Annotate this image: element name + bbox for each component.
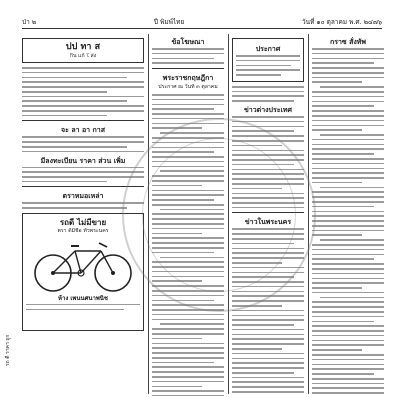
text-block <box>232 86 304 102</box>
bike-shop-name: ห้าง เพนนศนาพนิช <box>58 294 108 302</box>
text-block <box>22 67 144 116</box>
col3-head3: ข่าวในพระนคร <box>244 217 292 227</box>
bicycle-ad <box>22 213 144 331</box>
bike-ad-sub: ตรา ดีมีชื่อ ทั่วพระนคร <box>57 227 109 234</box>
col1-mid-head: จะ ลา อา กาส <box>61 125 105 135</box>
column-2 <box>152 34 224 396</box>
text-block <box>22 202 144 208</box>
col1-top-sub: กิน แก้ ใ ส่ง <box>69 53 97 59</box>
text-block <box>236 55 300 76</box>
text-block <box>26 304 140 310</box>
running-head-center: ปี พิมพ์ไทย <box>153 18 185 26</box>
bicycle-icon <box>27 237 139 295</box>
newspaper-page <box>14 8 390 400</box>
text-block <box>152 94 224 396</box>
running-head-left: ป่า ๒ <box>22 18 37 26</box>
column-rule <box>148 34 149 394</box>
col2-head2: พระราชกฤษฎีกา <box>162 72 214 82</box>
column-rule <box>228 34 229 394</box>
col4-head1: กราซ สั่งทัพ <box>329 37 367 46</box>
col2-head1: ข้อโฆษณา <box>171 37 205 46</box>
column-1 <box>22 34 144 396</box>
text-block <box>22 167 144 183</box>
text-block <box>152 48 224 64</box>
col1-top-head: ปป ทา ส <box>65 42 101 52</box>
col1-mid-head2: มีลงทะเบียน ราคา ส่วน เพิ่ม <box>40 155 126 165</box>
col1-ad-head: ตราหมอเหล่า <box>62 191 104 201</box>
running-head <box>22 16 382 29</box>
running-head-right: วันที่ ๑๐ ตุลาคม พ.ศ. ๒๔๗๖ <box>302 18 382 26</box>
col3-head2: ข่าวต่างประเทศ <box>244 105 292 115</box>
side-ad-label: รถ ดี ราคา ถูก <box>5 334 11 366</box>
notice-box <box>232 38 304 82</box>
column-4 <box>312 34 384 396</box>
text-block <box>312 48 384 396</box>
text-block <box>232 116 304 208</box>
col3-head1: ประกาศ <box>255 44 281 53</box>
column-rule <box>308 34 309 394</box>
column-3 <box>232 34 304 396</box>
bike-ad-title: รถดี ไม่มีขาย <box>59 216 107 227</box>
text-block <box>232 228 304 396</box>
text-block <box>22 136 144 152</box>
col2-sub2: ประกาศ ณ วันที่ ๓ ตุลาคม <box>158 83 218 90</box>
masthead-box <box>22 38 144 63</box>
